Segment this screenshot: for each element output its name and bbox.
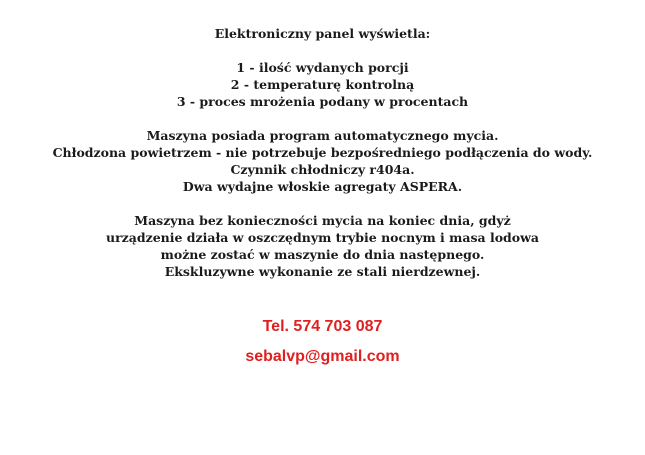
feature-line: Czynnik chłodniczy r404a. — [230, 162, 415, 177]
email-address[interactable]: sebalvp@gmail.com — [245, 348, 400, 365]
spacer — [0, 42, 645, 59]
panel-heading: Elektroniczny panel wyświetla: — [214, 26, 431, 41]
note-line: możne zostać w maszynie do dnia następnego. — [160, 247, 485, 262]
spacer — [0, 110, 645, 127]
spacer — [0, 0, 645, 25]
panel-item: 1 - ilość wydanych porcji — [236, 60, 409, 75]
feature-line: Maszyna posiada program automatycznego mycia. — [146, 128, 499, 143]
note-line: Ekskluzywne wykonanie ze stali nierdzewnej. — [164, 264, 481, 279]
feature-line: Dwa wydajne włoskie agregaty ASPERA. — [182, 179, 463, 194]
feature-line: Chłodzona powietrzem - nie potrzebuje bezpośredniego podłączenia do wody. — [52, 145, 593, 160]
phone-number: Tel. 574 703 087 — [262, 318, 383, 335]
panel-item: 2 - temperaturę kontrolną — [230, 77, 415, 92]
note-line: urządzenie działa w oszczędnym trybie nocnym i masa lodowa — [106, 230, 539, 245]
panel-item: 3 - proces mrożenia podany w procentach — [176, 94, 469, 109]
spacer — [0, 195, 645, 212]
note-line: Maszyna bez konieczności mycia na koniec dnia, gdyż — [134, 213, 511, 228]
